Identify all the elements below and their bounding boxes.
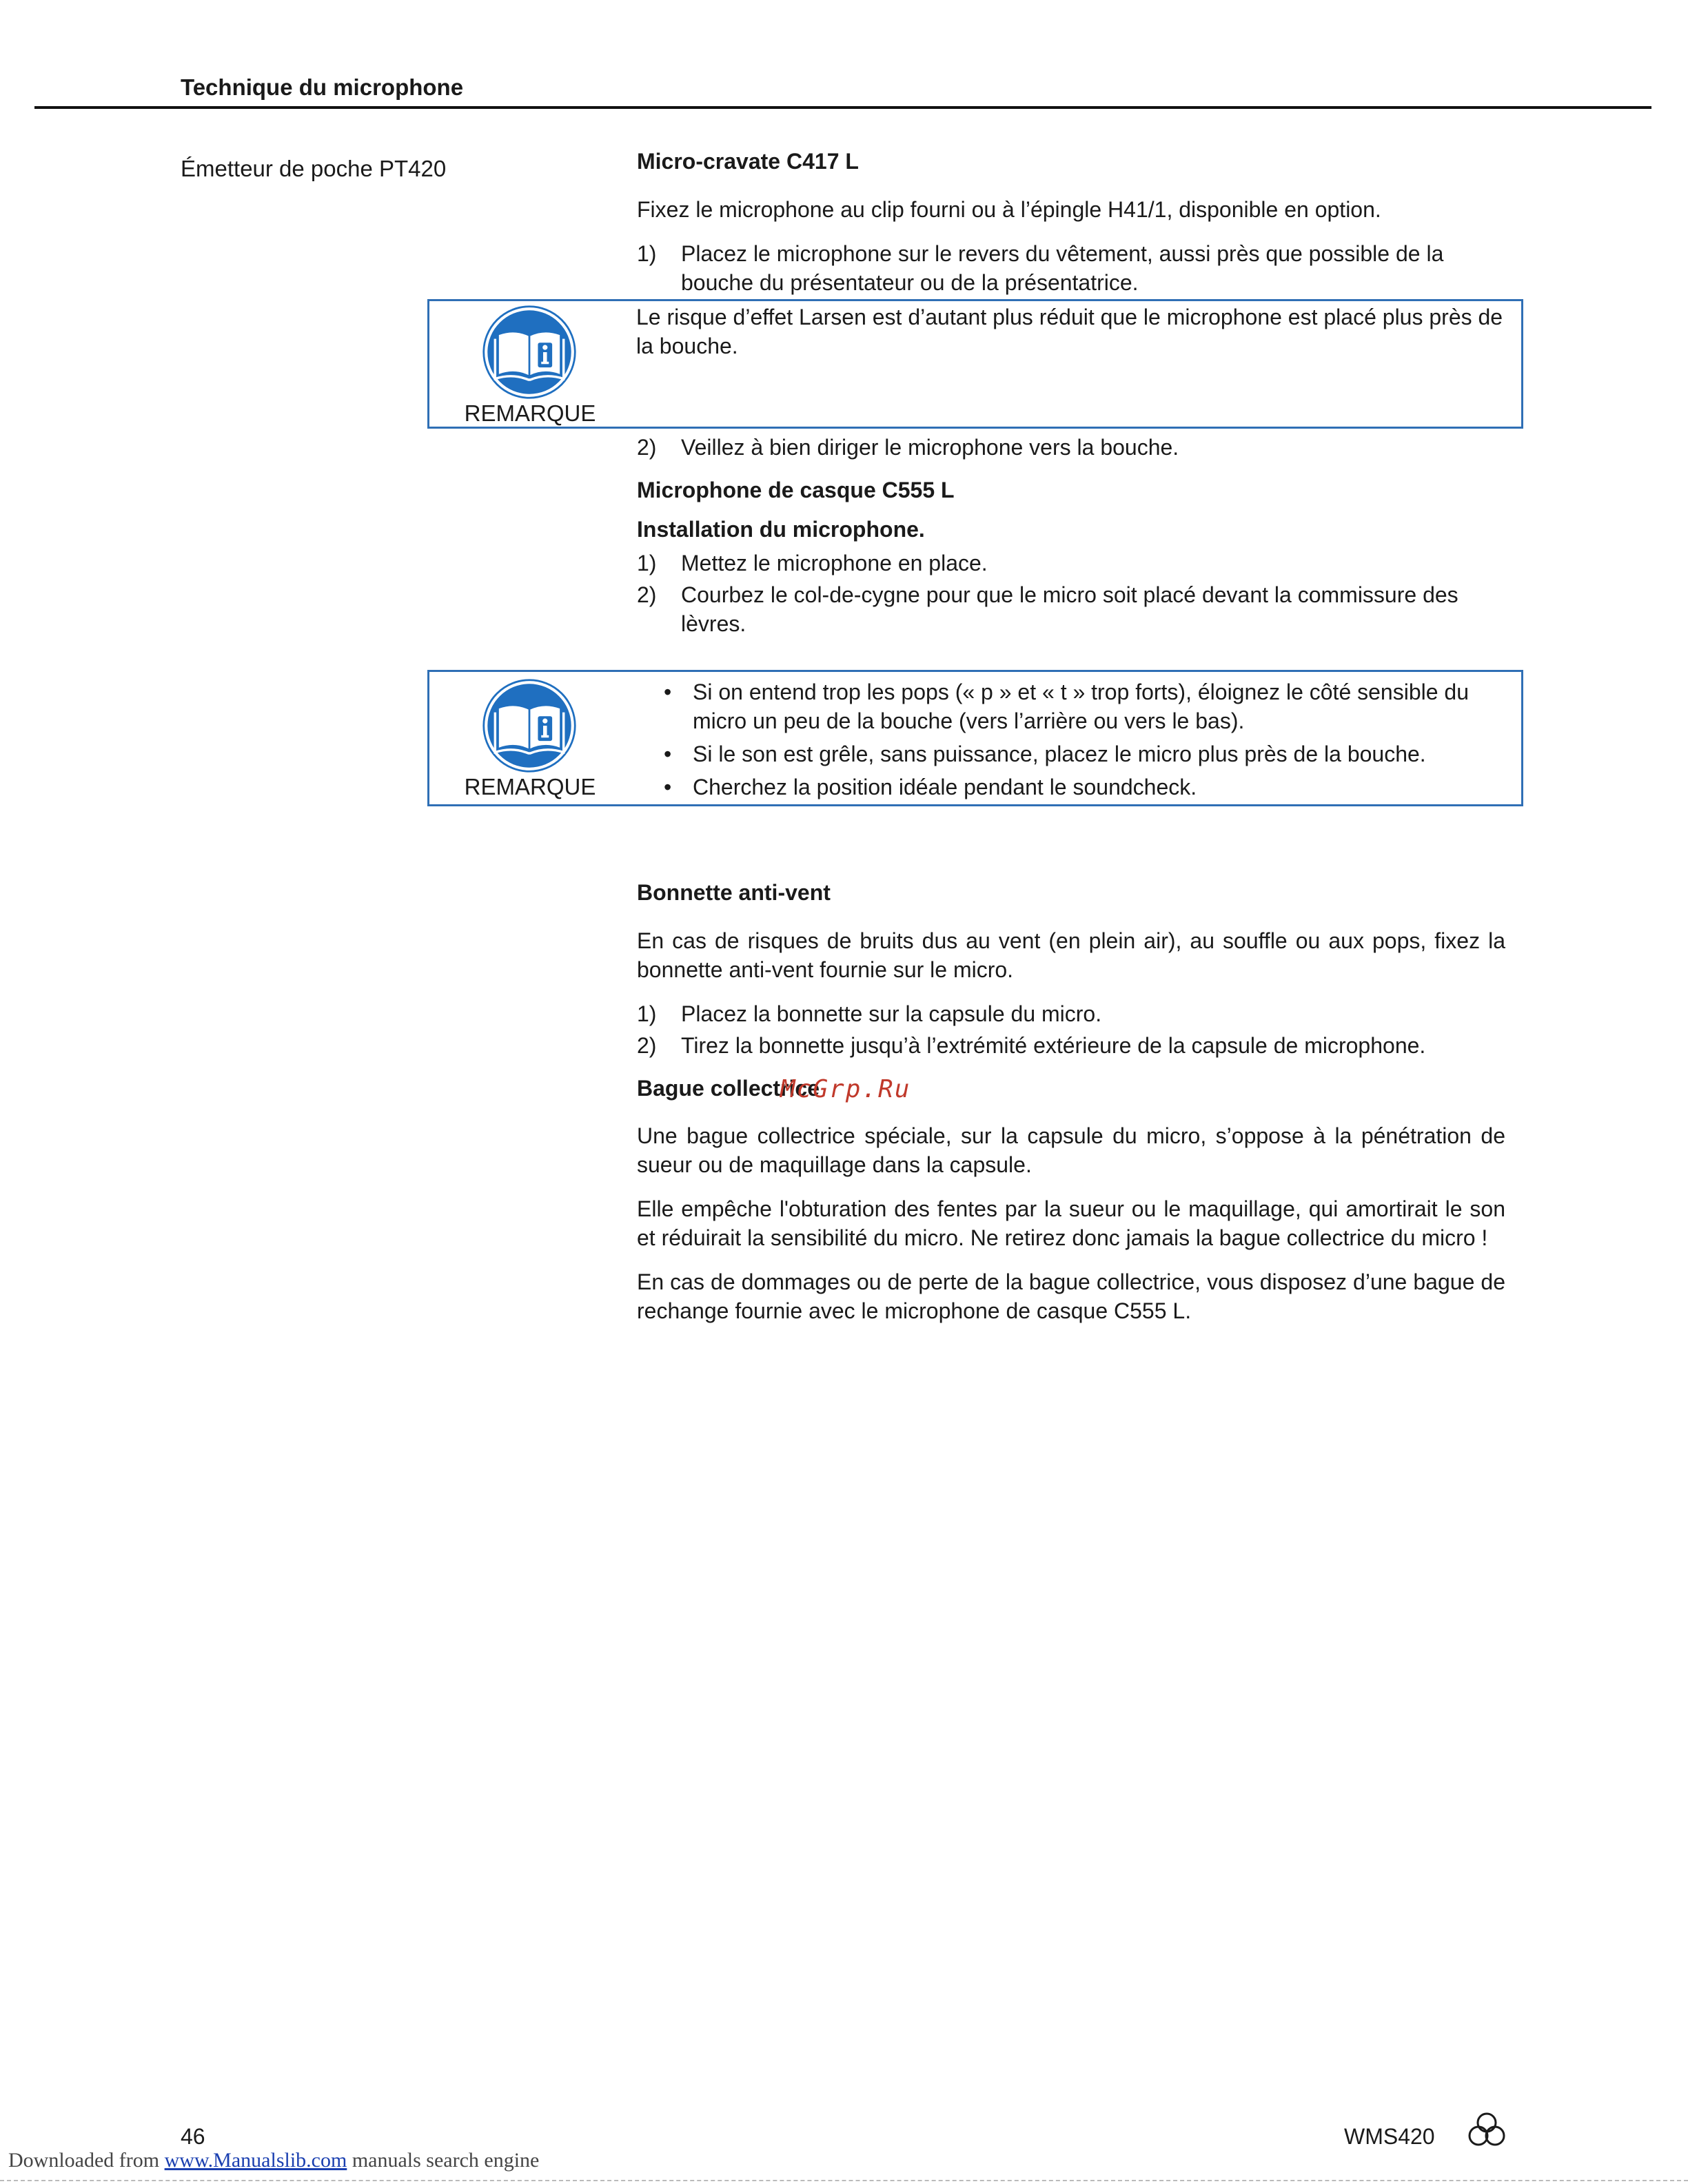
watermark: McGrp.Ru	[780, 1075, 911, 1103]
footer-suffix: manuals search engine	[352, 2149, 540, 2172]
collector-paragraph-2: Elle empêche l'obturation des fentes par la sueur ou le maquillage, qui amortirait le son et réduirait la sensibilité du micro. Ne retirez donc jamais la bague collectrice du micro !	[637, 1196, 1505, 1250]
step-number: 1)	[637, 241, 657, 266]
bullet-item: • Si on entend trop les pops (« p » et « t » trop forts), éloignez le côté sensible du micro un peu de la bouche (vers l’arrière ou vers le bas).	[664, 677, 1502, 735]
note-box-larsen	[427, 299, 1523, 429]
step-number: 2)	[637, 582, 657, 607]
info-manual-icon	[482, 678, 577, 773]
page-number: 46	[181, 2124, 205, 2149]
lavalier-heading: Micro-cravate C417 L	[637, 149, 859, 174]
bottom-dashed-rule	[0, 2180, 1688, 2181]
step-number: 1)	[637, 551, 657, 575]
headset-subheading: Installation du microphone.	[637, 517, 925, 542]
headset-step-2	[637, 580, 1505, 638]
footer-prefix: Downloaded from	[8, 2149, 160, 2172]
bullet-item: • Si le son est grêle, sans puissance, placez le micro plus près de la bouche.	[664, 739, 1502, 768]
note-box-headset	[427, 670, 1523, 806]
note-label: REMARQUE	[464, 774, 596, 799]
collector-paragraph-3: En cas de dommages ou de perte de la bague collectrice, vous disposez d’une bague de rechange fournie avec le microphone de casque C555 L.	[637, 1269, 1505, 1323]
brand-logo-icon	[1464, 2108, 1509, 2153]
section-label: Émetteur de poche PT420	[181, 156, 447, 181]
step-text: Placez le microphone sur le revers du vêtement, aussi près que possible de la bouche du présentateur ou de la présentatrice.	[681, 241, 1444, 295]
step-text: Mettez le microphone en place.	[681, 551, 988, 575]
manualslib-link[interactable]: www.Manualslib.com	[164, 2149, 347, 2172]
step-text: Veillez à bien diriger le microphone vers la bouche.	[681, 435, 1179, 460]
collector-heading: Bague collectrice	[637, 1076, 820, 1101]
lavalier-intro: Fixez le microphone au clip fourni ou à l’épingle H41/1, disponible en option.	[637, 197, 1381, 222]
header-divider	[34, 106, 1651, 109]
headset-heading: Microphone de casque C555 L	[637, 478, 955, 502]
step-text: Placez la bonnette sur la capsule du micro.	[681, 1001, 1102, 1026]
lavalier-step-2	[637, 433, 1505, 462]
info-manual-icon	[482, 305, 577, 400]
collector-paragraph-1: Une bague collectrice spéciale, sur la capsule du micro, s’oppose à la pénétration de sueur ou de maquillage dans la capsule.	[637, 1123, 1505, 1177]
lavalier-step-1	[637, 239, 1505, 297]
windscreen-step-1	[637, 999, 1505, 1028]
download-footer	[8, 2149, 539, 2172]
step-number: 2)	[637, 435, 657, 460]
step-text: Courbez le col-de-cygne pour que le micro soit placé devant la commissure des lèvres.	[681, 582, 1458, 636]
windscreen-step-2	[637, 1031, 1505, 1060]
windscreen-heading: Bonnette anti-vent	[637, 880, 831, 905]
headset-step-1	[637, 549, 1505, 578]
step-text: Tirez la bonnette jusqu’à l’extrémité extérieure de la capsule de microphone.	[681, 1033, 1426, 1058]
bullet-item: • Cherchez la position idéale pendant le soundcheck.	[664, 773, 1502, 802]
step-number: 1)	[637, 1001, 657, 1026]
note-label: REMARQUE	[464, 400, 596, 426]
note-bullet-list	[664, 677, 1502, 806]
product-name: WMS420	[1344, 2124, 1435, 2149]
windscreen-intro: En cas de risques de bruits dus au vent (en plein air), au souffle ou aux pops, fixez la bonnette anti-vent fournie sur le micro.	[637, 928, 1505, 982]
note-text: Le risque d’effet Larsen est d’autant plus réduit que le microphone est placé plus près de la bouche.	[636, 305, 1503, 358]
header-title: Technique du microphone	[181, 74, 464, 100]
step-number: 2)	[637, 1033, 657, 1058]
